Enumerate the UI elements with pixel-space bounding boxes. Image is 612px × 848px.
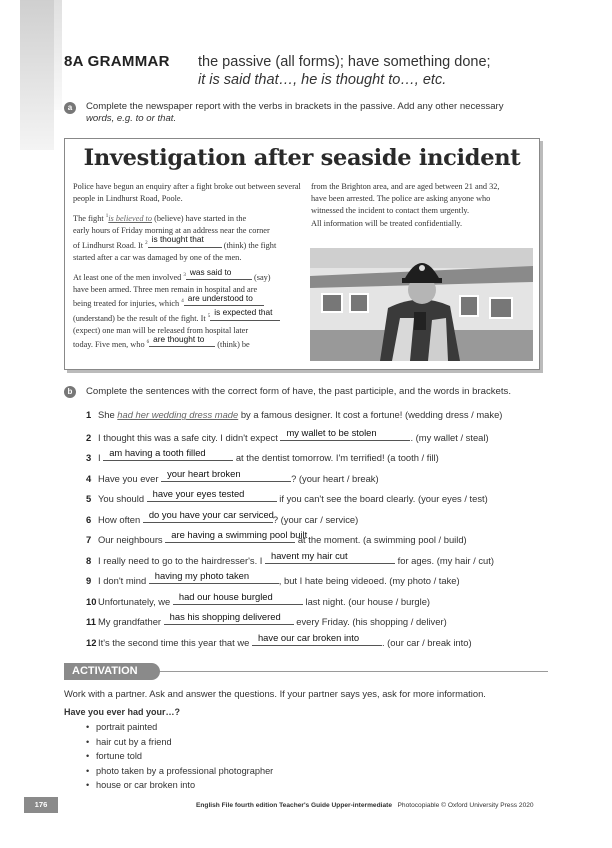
sentence-text: It's the second time this year that we bbox=[98, 636, 250, 648]
sentence-row bbox=[86, 529, 546, 546]
sentence-text: How often bbox=[98, 513, 141, 525]
sentence-text: at the moment. (a swimming pool / build) bbox=[297, 534, 467, 545]
bullet-icon: • bbox=[86, 751, 90, 761]
sentence-number: 11 bbox=[86, 616, 96, 627]
sentence-text: at the dentist tomorrow. I'm terrified! (a tooth / fill) bbox=[235, 452, 439, 463]
answer-gap-2[interactable] bbox=[280, 426, 410, 441]
answer-gap-6[interactable] bbox=[143, 508, 274, 523]
sentence-number: 6 bbox=[86, 513, 92, 525]
answer-gap-10[interactable] bbox=[173, 590, 303, 605]
handwritten-answer: your heart broken bbox=[167, 467, 241, 479]
sentence-row bbox=[86, 611, 546, 628]
sentence-row bbox=[86, 590, 546, 608]
bullet-item bbox=[86, 737, 172, 747]
activation-question: Have you ever had your…? bbox=[64, 707, 181, 717]
sentence-row bbox=[86, 549, 546, 567]
handwritten-answer: do you have your car serviced bbox=[148, 508, 274, 520]
answer-gap-4[interactable] bbox=[161, 467, 291, 482]
footer-copyright: Photocopiable © Oxford University Press 2020 bbox=[397, 802, 534, 809]
exercise-b-instruction: Complete the sentences with the correct form of have, the past participle, and the words in brackets. bbox=[86, 386, 512, 397]
activation-instruction: Work with a partner. Ask and answer the questions. If your partner says yes, ask for more information. bbox=[64, 688, 486, 699]
handwritten-answer: had our house burgled bbox=[178, 590, 273, 602]
sentence-text: Have you ever bbox=[98, 472, 159, 484]
topic-line-2: it is said that…, he is thought to…, etc. bbox=[198, 72, 447, 88]
sentence-text: for ages. (my hair / cut) bbox=[397, 554, 494, 566]
sentence-number: 2 bbox=[86, 431, 92, 443]
instruction-line: Complete the newspaper report with the verbs in brackets in the passive. Add any other necessary bbox=[86, 101, 504, 112]
text: have been armed. Three men remain in hospital and are bbox=[73, 285, 258, 295]
sentence-text: ? (your heart / break) bbox=[291, 472, 379, 484]
footer-book: English File fourth edition Teacher's Guide Upper-intermediate bbox=[196, 802, 392, 809]
handwritten-answer: is thought that bbox=[151, 234, 204, 245]
answer-gap-2[interactable] bbox=[148, 234, 222, 248]
handwritten-answer: has his shopping delivered bbox=[169, 611, 281, 622]
text: At least one of the men involved bbox=[73, 272, 182, 282]
bullet-item bbox=[86, 751, 142, 761]
sentence-number: 1 bbox=[86, 409, 92, 420]
handwritten-answer: my wallet to be stolen bbox=[286, 426, 377, 438]
sentence-text: ? (your car / service) bbox=[272, 513, 359, 525]
sentence-row bbox=[86, 488, 546, 505]
example-answer: had her wedding dress made bbox=[117, 409, 239, 420]
sentence-row bbox=[86, 426, 546, 444]
bullet-item bbox=[86, 766, 273, 776]
handwritten-answer: are understood to bbox=[187, 293, 253, 304]
sentence-number: 4 bbox=[86, 472, 92, 484]
sentence-row bbox=[86, 570, 546, 587]
answer-gap-12[interactable] bbox=[252, 631, 382, 646]
sentence-number: 9 bbox=[86, 575, 92, 586]
headline: Investigation after seaside incident bbox=[83, 145, 521, 171]
report-paragraph-2 bbox=[73, 211, 301, 264]
sentence-text: . (our car / break into) bbox=[381, 636, 472, 648]
handwritten-answer: was said to bbox=[189, 266, 232, 277]
report-column-2 bbox=[311, 181, 535, 230]
example-answer: is believed to bbox=[108, 214, 153, 224]
bullet-icon: • bbox=[86, 736, 90, 747]
bullet-icon: • bbox=[86, 765, 90, 776]
sentence-text: last night. (our house / burgle) bbox=[305, 595, 431, 607]
sentence-text: . (my wallet / steal) bbox=[410, 431, 489, 443]
handwritten-answer: am having a tooth filled bbox=[109, 447, 206, 458]
report-paragraph-1: Police have begun an enquiry after a fight broke out between several people in Lindhurst Road, Poole. bbox=[73, 182, 301, 204]
answer-gap-3[interactable] bbox=[186, 266, 252, 280]
text: (think) be bbox=[217, 340, 250, 349]
activation-label: ACTIVATION bbox=[64, 663, 160, 680]
sentence-row bbox=[86, 447, 546, 464]
page-number: 176 bbox=[24, 797, 58, 813]
answer-gap-6[interactable] bbox=[146, 333, 215, 347]
handwritten-answer: is expected that bbox=[214, 307, 273, 318]
gap-number: 3 bbox=[183, 273, 186, 279]
sentence-number: 3 bbox=[86, 452, 92, 463]
text: of Lindhurst Road. It bbox=[73, 240, 144, 250]
sentence-text: by a famous designer. It cost a fortune! (wedding dress / make) bbox=[240, 409, 503, 420]
corner-decoration-stripe bbox=[54, 0, 62, 110]
exercise-a-badge: a bbox=[64, 102, 76, 114]
bullet-text: fortune told bbox=[96, 751, 142, 761]
report-column-1 bbox=[73, 181, 301, 357]
text: started after a car was damaged by one of the men. bbox=[73, 252, 242, 262]
bullet-icon: • bbox=[86, 722, 90, 732]
sentence-number: 5 bbox=[86, 493, 92, 504]
instruction-line: words, e.g. to or that. bbox=[86, 113, 177, 124]
answer-gap-5[interactable] bbox=[207, 307, 280, 321]
corner-decoration bbox=[20, 0, 54, 150]
sentence-text: I thought this was a safe city. I didn't expect bbox=[98, 431, 278, 443]
topic-line-1: the passive (all forms); have something done; bbox=[198, 54, 491, 70]
handwritten-answer: having my photo taken bbox=[154, 570, 250, 581]
bullet-text: photo taken by a professional photographer bbox=[96, 765, 274, 776]
sentence-text: She bbox=[98, 409, 115, 420]
bullet-text: house or car broken into bbox=[96, 780, 196, 790]
exercise-a-instruction bbox=[86, 101, 504, 125]
gap-number: 4 bbox=[181, 299, 184, 305]
answer-gap-5[interactable] bbox=[147, 488, 277, 502]
bullet-icon: • bbox=[86, 780, 90, 790]
answer-gap-3[interactable] bbox=[103, 447, 233, 461]
sentence-text: , but I hate being videoed. (my photo / take) bbox=[278, 575, 460, 586]
text: being treated for injuries, which bbox=[73, 299, 180, 309]
text: (believe) have started in the bbox=[154, 214, 247, 224]
sentence-number: 10 bbox=[86, 595, 97, 607]
sentence-row bbox=[86, 631, 546, 649]
handwritten-answer: are thought to bbox=[153, 333, 205, 344]
gap-number: 1 bbox=[105, 214, 109, 220]
text: (expect) one man will be released from hospital later bbox=[73, 325, 249, 335]
answer-gap-9[interactable] bbox=[149, 570, 279, 584]
handwritten-answer: have our car broken into bbox=[257, 631, 360, 643]
handwritten-answer: are having a swimming pool built bbox=[171, 529, 308, 540]
policeman-photo bbox=[310, 248, 533, 361]
text: (say) bbox=[253, 272, 271, 282]
bullet-text: hair cut by a friend bbox=[96, 736, 172, 747]
sentence-text: You should bbox=[98, 493, 145, 504]
sentence-text: if you can't see the board clearly. (your eyes / test) bbox=[279, 493, 488, 504]
gap-number: 2 bbox=[145, 240, 148, 246]
sentence-text: I don't mind bbox=[98, 575, 147, 586]
sentence-number: 7 bbox=[86, 534, 92, 545]
sentence-number: 12 bbox=[86, 636, 97, 648]
answer-gap-11[interactable] bbox=[164, 611, 294, 625]
text: (think) the fight bbox=[223, 240, 277, 250]
text: today. Five men, who bbox=[73, 340, 145, 349]
bullet-text: portrait painted bbox=[96, 722, 158, 732]
exercise-b-badge: b bbox=[64, 386, 76, 398]
text: (understand) be the result of the fight. It bbox=[73, 313, 206, 323]
section-title: 8A GRAMMAR bbox=[64, 53, 170, 70]
text: from the Brighton area, and are aged between 21 and 32, bbox=[311, 182, 500, 191]
sentence-text: I really need to go to the hairdresser's. I bbox=[98, 554, 263, 566]
footer-text bbox=[196, 802, 534, 809]
gap-number: 5 bbox=[207, 313, 211, 319]
answer-gap-4[interactable] bbox=[184, 293, 264, 306]
sentence-row bbox=[86, 508, 546, 526]
text: The fight bbox=[73, 214, 104, 224]
sentence-text: Our neighbours bbox=[98, 534, 163, 545]
text: All information will be treated confidentially. bbox=[311, 218, 463, 228]
sentence-text: every Friday. (his shopping / deliver) bbox=[296, 616, 447, 627]
text: have been arrested. The police are asking anyone who bbox=[311, 194, 491, 204]
sentence-row bbox=[86, 409, 546, 421]
bullet-item bbox=[86, 722, 157, 732]
sentence-text: My grandfather bbox=[98, 616, 162, 627]
bullet-item bbox=[86, 780, 195, 790]
sentence-row bbox=[86, 467, 546, 485]
sentence-number: 8 bbox=[86, 554, 92, 566]
handwritten-answer: havent my hair cut bbox=[271, 549, 348, 561]
text: witnessed the incident to contact them urgently. bbox=[311, 206, 470, 216]
report-paragraph-3 bbox=[73, 266, 301, 351]
sentence-text: Unfortunately, we bbox=[98, 595, 171, 607]
answer-gap-8[interactable] bbox=[265, 549, 395, 564]
gap-number: 6 bbox=[146, 340, 150, 346]
handwritten-answer: have your eyes tested bbox=[152, 488, 245, 499]
sentence-text: I bbox=[98, 452, 101, 463]
answer-gap-7[interactable] bbox=[165, 529, 308, 543]
section-topic bbox=[198, 53, 491, 89]
text: early hours of Friday morning at an address near the corner bbox=[73, 226, 270, 236]
